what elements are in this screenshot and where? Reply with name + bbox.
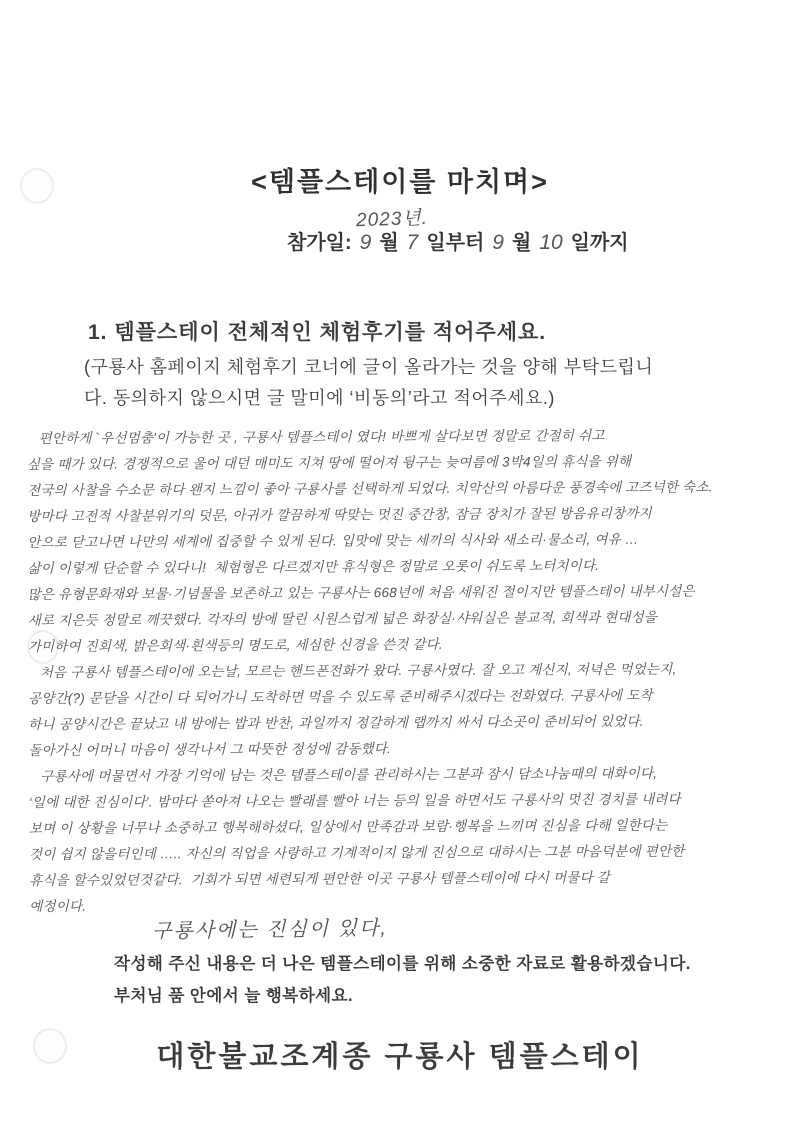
handwritten-line: 예정이다.	[29, 898, 87, 914]
handwritten-line: 휴식을 할수있었던것같다. 기회가 되면 세련되게 편안한 이곳 구룡사 템플스테이에 다시 머물다 갈	[29, 869, 611, 888]
year-handwritten: 2023년.	[355, 207, 429, 232]
handwritten-line: 구룡사에 머물면서 가장 기억에 남는 것은 템플스테이를 관리하시는 그분과 잠시 담소나눔때의 대화이다,	[28, 765, 658, 784]
handwritten-line: 공양간(?) 문닫을 시간이 다 되어가니 도착하면 먹을 수 있도록 준비해주시겠다는 전화였다. 구룡사에 도착	[28, 687, 653, 706]
handwritten-line: 많은 유형문화재와 보물·기념물을 보존하고 있는 구룡사는 668년에 처음 세워진 절이지만 템플스테이 내부시설은	[27, 583, 695, 602]
from-unit: 일부터	[426, 232, 485, 254]
org-title: 대한불교조계종 구룡사 템플스테이	[156, 1041, 644, 1073]
handwritten-line: 전국의 사찰을 수소문 하다 왠지 느낌이 좋아 구룡사를 선택하게 되었다. 치악산의 아름다운 풍경속에 고즈넉한 숙소.	[27, 479, 713, 498]
question-title: 1. 템플스테이 전체적인 체험후기를 적어주세요.	[88, 321, 547, 344]
month-from-value: 9	[359, 231, 372, 254]
handwritten-line: ‘일에 대한 진심이다’. 밤마다 쏟아져 나오는 빨래를 빨아 너는 등의 일을 하면서도 구룡사의 멋진 경치를 내려다	[28, 791, 681, 810]
handwritten-line: 새로 지은듯 정말로 깨끗했다. 각자의 방에 딸린 시원스럽게 넓은 화장실·샤워실은 불교적, 회색과 현대성을	[27, 609, 658, 628]
handwritten-line: 하니 공양시간은 끝났고 내 방에는 밥과 반찬, 과일까지 정갈하게 랩까지 싸서 다소곳이 준비되어 있었다.	[28, 713, 644, 732]
handwritten-line: 가미하여 진회색, 밝은회색·흰색등의 명도로, 세심한 신경을 쓴것 같다.	[27, 636, 443, 654]
handwritten-line: 삶이 이렇게 단순할 수 있다니! 체험형은 다르겠지만 휴식형은 정말로 오롯이 쉬도록 노터치이다.	[27, 558, 600, 576]
page-title: <템플스테이를 마치며>	[251, 167, 549, 197]
handwritten-line: 돌아가신 어머니 마음이 생각나서 그 따뜻한 정성에 감동했다.	[28, 741, 392, 758]
handwritten-line: 보며 이 상황을 너무나 소중하고 행복해하셨다, 일상에서 만족감과 보람·행복을 느끼며 진심을 다해 일한다는	[28, 817, 668, 836]
day-from-value: 7	[406, 231, 419, 254]
until-unit: 일까지	[570, 232, 629, 254]
day-to-value: 10	[539, 231, 563, 254]
question-note-line2: 다. 동의하지 않으시면 글 말미에 ‘비동의’라고 적어주세요.)	[84, 388, 555, 408]
question-note-line1: (구룡사 홈페이지 체험후기 코너에 글이 올라가는 것을 양해 부탁드립니	[84, 357, 654, 377]
handwritten-line: 편안하게 `우선멈춤'이 가능한 곳 , 구룡사 템플스테이 였다! 바쁘게 살다보면 정말로 간절히 쉬고	[26, 427, 605, 446]
handwritten-line: 방마다 고전적 사찰분위기의 덧문, 아귀가 깔끔하게 딱맞는 멋진 중간창, 잠금 장치가 잘된 방음유리창까지	[27, 505, 652, 524]
month-unit: 월	[511, 232, 532, 254]
participation-date-line	[287, 226, 629, 255]
handwritten-response-body	[27, 422, 792, 920]
question-note	[84, 352, 764, 414]
handwritten-line: 안으로 닫고나면 나만의 세계에 집중할 수 있게 된다. 입맛에 맞는 세끼의 식사와 새소리·물소리, 여유 …	[27, 531, 639, 550]
handwritten-line: 처음 구룡사 템플스테이에 오는날, 모르는 핸드폰전화가 왔다. 구룡사였다. 잘 오고 계신지, 저녁은 먹었는지,	[27, 661, 677, 680]
month-unit: 월	[379, 232, 399, 254]
handwritten-line: 것이 쉽지 않을터인데 ….. 자신의 직업을 사랑하고 기계적이지 않게 진심으로 대하시는 그분 마음덕분에 편안한	[28, 843, 685, 862]
footer-note-line1: 작성해 주신 내용은 더 나은 템플스테이를 위해 소중한 자료로 활용하겠습니다.	[114, 955, 691, 973]
handwritten-line: 싶을 때가 있다. 경쟁적으로 울어 대던 매미도 지쳐 땅에 떨어져 뒹구는 늦여름에 3박4일의 휴식을 위해	[26, 453, 632, 472]
closing-line: 구룡사에는 진심이 있다,	[151, 917, 389, 943]
month-to-value: 9	[492, 231, 504, 254]
participation-label: 참가일:	[287, 232, 352, 254]
footer-note	[114, 948, 774, 1012]
footer-note-line2: 부처님 품 안에서 늘 행복하세요.	[114, 987, 354, 1005]
